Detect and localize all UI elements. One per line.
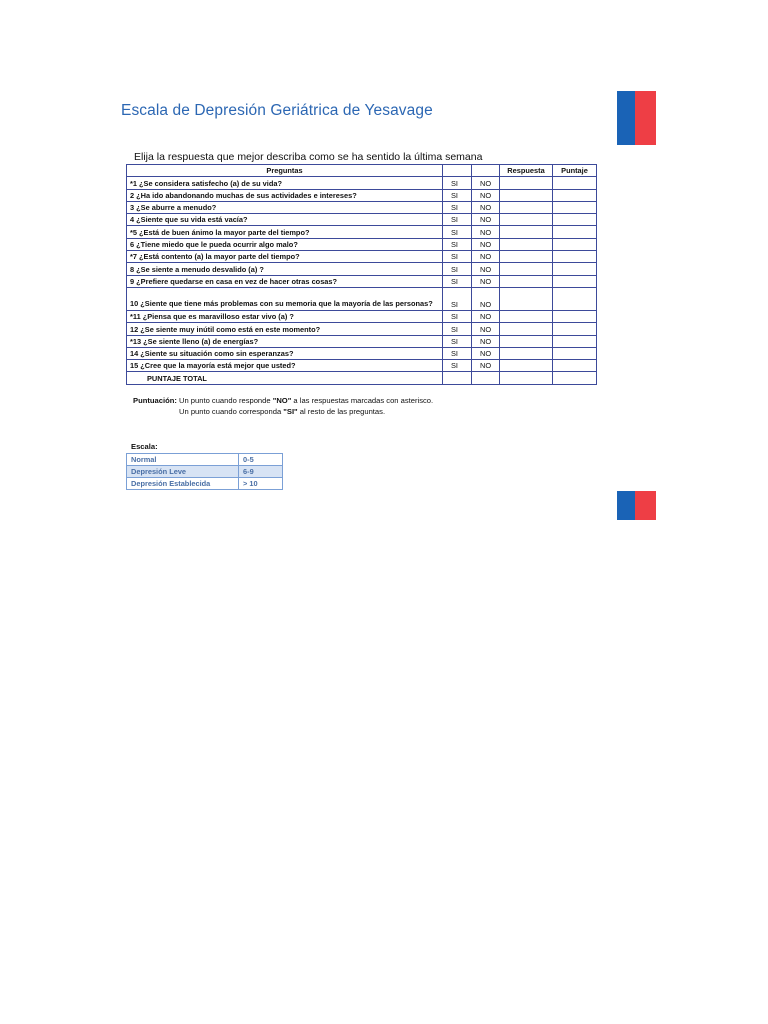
answer-no: NO <box>472 238 500 250</box>
scale-row <box>127 466 283 478</box>
answer-no: NO <box>472 251 500 263</box>
scale-row <box>127 478 283 490</box>
header-si <box>443 165 472 177</box>
response-cell <box>500 323 553 335</box>
scoring-text: Un punto cuando corresponda <box>179 407 284 416</box>
question-text: 4 ¿Siente que su vida está vacía? <box>127 214 443 226</box>
scoring-label: Puntuación: <box>133 396 177 405</box>
answer-si: SI <box>443 263 472 275</box>
score-cell <box>553 177 597 189</box>
question-row <box>127 238 597 250</box>
score-cell <box>553 347 597 359</box>
scoring-line-1 <box>133 395 433 406</box>
answer-si: SI <box>443 310 472 322</box>
score-cell <box>553 238 597 250</box>
question-text: 14 ¿Siente su situación como sin esperanzas? <box>127 347 443 359</box>
answer-no: NO <box>472 189 500 201</box>
question-row <box>127 347 597 359</box>
scale-range: 6-9 <box>239 466 283 478</box>
scale-row <box>127 454 283 466</box>
question-row <box>127 214 597 226</box>
table-header-row <box>127 165 597 177</box>
answer-si: SI <box>443 347 472 359</box>
scale-category: Depresión Leve <box>127 466 239 478</box>
score-cell <box>553 335 597 347</box>
answer-si: SI <box>443 201 472 213</box>
answer-si: SI <box>443 335 472 347</box>
response-cell <box>500 251 553 263</box>
total-cell <box>443 372 472 384</box>
answer-no: NO <box>472 177 500 189</box>
answer-no: NO <box>472 287 500 310</box>
answer-si: SI <box>443 323 472 335</box>
question-row <box>127 360 597 372</box>
question-text: *11 ¿Piensa que es maravilloso estar vivo (a) ? <box>127 310 443 322</box>
answer-si: SI <box>443 238 472 250</box>
header-score: Puntaje <box>553 165 597 177</box>
scoring-line-2 <box>133 406 433 417</box>
question-text: *1 ¿Se considera satisfecho (a) de su vida? <box>127 177 443 189</box>
score-cell <box>553 310 597 322</box>
question-text: 8 ¿Se siente a menudo desvalido (a) ? <box>127 263 443 275</box>
score-cell <box>553 214 597 226</box>
response-cell <box>500 360 553 372</box>
question-row <box>127 335 597 347</box>
question-row <box>127 323 597 335</box>
question-text: 9 ¿Prefiere quedarse en casa en vez de hacer otras cosas? <box>127 275 443 287</box>
response-cell <box>500 189 553 201</box>
response-cell <box>500 214 553 226</box>
question-row <box>127 226 597 238</box>
scale-table <box>126 453 283 490</box>
response-cell <box>500 335 553 347</box>
answer-si: SI <box>443 287 472 310</box>
answer-si: SI <box>443 360 472 372</box>
questions-table <box>126 164 597 385</box>
scoring-si: "SI" <box>283 407 298 416</box>
question-row <box>127 275 597 287</box>
score-cell <box>553 251 597 263</box>
score-cell <box>553 226 597 238</box>
total-cell <box>553 372 597 384</box>
answer-no: NO <box>472 347 500 359</box>
question-row <box>127 177 597 189</box>
question-row <box>127 263 597 275</box>
answer-no: NO <box>472 310 500 322</box>
score-cell <box>553 287 597 310</box>
page-title: Escala de Depresión Geriátrica de Yesavage <box>121 102 433 119</box>
question-text: *5 ¿Está de buen ánimo la mayor parte del tiempo? <box>127 226 443 238</box>
answer-si: SI <box>443 214 472 226</box>
total-cell <box>472 372 500 384</box>
response-cell <box>500 177 553 189</box>
answer-no: NO <box>472 275 500 287</box>
question-row <box>127 287 597 310</box>
answer-si: SI <box>443 275 472 287</box>
flag-blue-stripe <box>617 491 635 520</box>
question-text: 6 ¿Tiene miedo que le pueda ocurrir algo malo? <box>127 238 443 250</box>
answer-no: NO <box>472 201 500 213</box>
answer-si: SI <box>443 177 472 189</box>
score-cell <box>553 201 597 213</box>
response-cell <box>500 310 553 322</box>
score-cell <box>553 189 597 201</box>
answer-no: NO <box>472 335 500 347</box>
answer-no: NO <box>472 263 500 275</box>
scale-label: Escala: <box>131 442 158 451</box>
total-label: PUNTAJE TOTAL <box>127 372 443 384</box>
scoring-text: al resto de las preguntas. <box>297 407 386 416</box>
header-questions: Preguntas <box>127 165 443 177</box>
chile-flag-logo-bottom <box>617 491 656 520</box>
scale-category: Normal <box>127 454 239 466</box>
instruction-text: Elija la respuesta que mejor describa como se ha sentido la última semana <box>134 151 483 163</box>
question-text: *13 ¿Se siente lleno (a) de energías? <box>127 335 443 347</box>
answer-no: NO <box>472 323 500 335</box>
response-cell <box>500 347 553 359</box>
response-cell <box>500 275 553 287</box>
answer-si: SI <box>443 251 472 263</box>
question-text: 3 ¿Se aburre a menudo? <box>127 201 443 213</box>
question-row <box>127 251 597 263</box>
response-cell <box>500 263 553 275</box>
score-cell <box>553 263 597 275</box>
question-row <box>127 189 597 201</box>
response-cell <box>500 201 553 213</box>
header-no <box>472 165 500 177</box>
answer-si: SI <box>443 189 472 201</box>
scoring-text: Un punto cuando responde <box>176 396 273 405</box>
question-text: *7 ¿Está contento (a) la mayor parte del tiempo? <box>127 251 443 263</box>
scoring-no: "NO" <box>272 396 292 405</box>
question-text: 15 ¿Cree que la mayoría está mejor que usted? <box>127 360 443 372</box>
answer-no: NO <box>472 226 500 238</box>
total-cell <box>500 372 553 384</box>
question-text: 2 ¿Ha ido abandonando muchas de sus actividades e intereses? <box>127 189 443 201</box>
score-cell <box>553 323 597 335</box>
flag-blue-stripe <box>617 91 635 145</box>
scale-category: Depresión Establecida <box>127 478 239 490</box>
header-response: Respuesta <box>500 165 553 177</box>
response-cell <box>500 287 553 310</box>
answer-si: SI <box>443 226 472 238</box>
scoring-instructions <box>133 395 433 417</box>
scale-range: > 10 <box>239 478 283 490</box>
question-text: 10 ¿Siente que tiene más problemas con su memoria que la mayoría de las personas? <box>127 287 443 310</box>
question-text: 12 ¿Se siente muy inútil como está en este momento? <box>127 323 443 335</box>
scale-range: 0-5 <box>239 454 283 466</box>
answer-no: NO <box>472 360 500 372</box>
flag-red-stripe <box>635 491 656 520</box>
flag-red-stripe <box>635 91 656 145</box>
response-cell <box>500 226 553 238</box>
answer-no: NO <box>472 214 500 226</box>
scoring-text: a las respuestas marcadas con asterisco. <box>291 396 434 405</box>
score-cell <box>553 360 597 372</box>
question-row <box>127 201 597 213</box>
response-cell <box>500 238 553 250</box>
question-row <box>127 310 597 322</box>
chile-flag-logo-top <box>617 91 656 145</box>
score-cell <box>553 275 597 287</box>
total-row <box>127 372 597 384</box>
